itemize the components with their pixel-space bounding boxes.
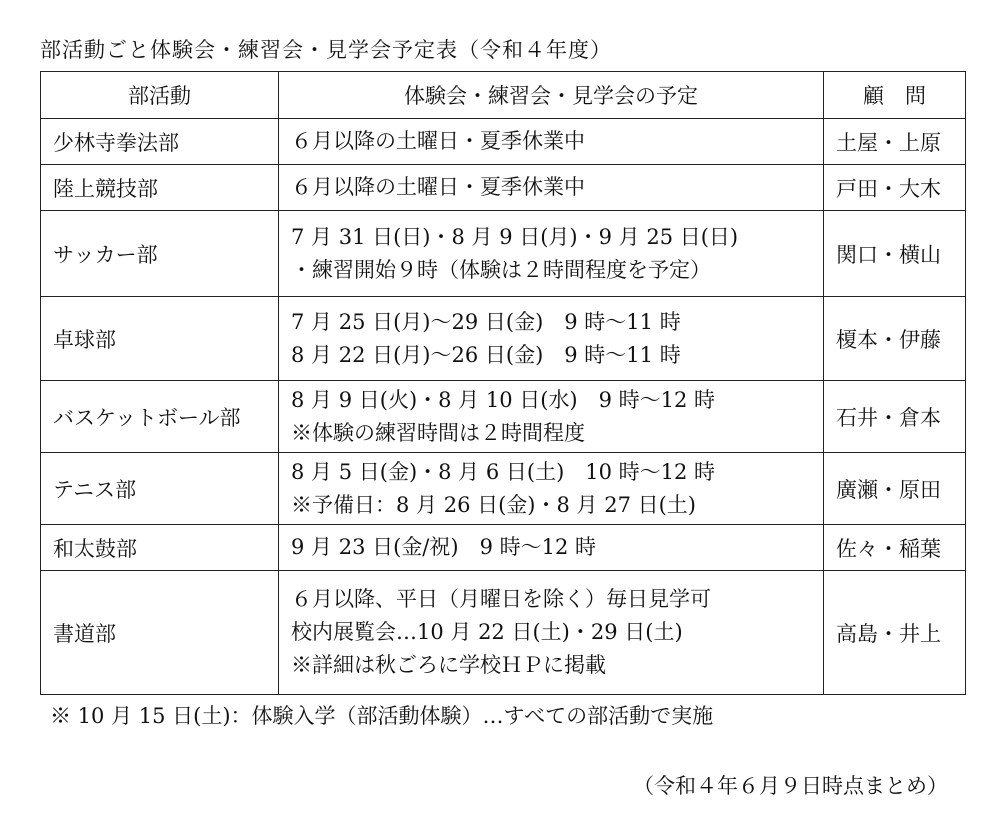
schedule-cell: [279, 381, 824, 453]
club-name: 陸上競技部: [41, 165, 279, 211]
table-header-row: [41, 72, 966, 119]
schedule-line: ６月以降、平日（月曜日を除く）毎日見学可: [291, 587, 711, 611]
table-row: [41, 119, 966, 165]
schedule-line: 8 月 5 日(金)・8 月 6 日(土) 10 時～12 時: [291, 459, 716, 484]
header-schedule: 体験会・練習会・見学会の予定: [279, 72, 824, 119]
table-row: [41, 453, 966, 525]
schedule-line: ６月以降の土曜日・夏季休業中: [291, 129, 585, 153]
advisor-names: 榎本・伊藤: [824, 297, 966, 381]
advisor-names: 廣瀬・原田: [824, 453, 966, 525]
club-name: 書道部: [41, 571, 279, 695]
advisor-names: 高島・井上: [824, 571, 966, 695]
schedule-line: ※詳細は秋ごろに学校ＨＰに掲載: [291, 653, 606, 677]
schedule-line: 7 月 31 日(日)・8 月 9 日(月)・9 月 25 日(日): [291, 224, 739, 249]
club-name: サッカー部: [41, 211, 279, 297]
table-row: [41, 571, 966, 695]
schedule-table: [40, 71, 966, 695]
schedule-cell: [279, 119, 824, 165]
document-title: 部活動ごと体験会・練習会・見学会予定表（令和４年度）: [40, 38, 612, 62]
table-row: [41, 381, 966, 453]
schedule-line: ※体験の練習時間は２時間程度: [291, 420, 585, 445]
table-row: [41, 525, 966, 571]
header-advisors: 顧 問: [824, 72, 966, 119]
table-row: [41, 211, 966, 297]
schedule-line: ・練習開始９時（体験は２時間程度を予定）: [291, 257, 711, 282]
schedule-line: ６月以降の土曜日・夏季休業中: [291, 175, 585, 199]
schedule-cell: [279, 165, 824, 211]
schedule-line: 9 月 23 日(金/祝) 9 時～12 時: [291, 535, 597, 559]
table-row: [41, 297, 966, 381]
schedule-cell: [279, 453, 824, 525]
club-name: 和太鼓部: [41, 525, 279, 571]
club-name: 少林寺拳法部: [41, 119, 279, 165]
schedule-cell: [279, 211, 824, 297]
schedule-cell: [279, 297, 824, 381]
club-name: 卓球部: [41, 297, 279, 381]
advisor-names: 石井・倉本: [824, 381, 966, 453]
schedule-cell: [279, 525, 824, 571]
schedule-line: ※予備日：8 月 26 日(金)・8 月 27 日(土): [291, 492, 696, 517]
as-of-date: （令和４年６月９日時点まとめ）: [633, 774, 948, 798]
advisor-names: 佐々・稲葉: [824, 525, 966, 571]
club-name: テニス部: [41, 453, 279, 525]
footnote: ※ 10 月 15 日(土)：体験入学（部活動体験）…すべての部活動で実施: [50, 704, 714, 728]
advisor-names: 土屋・上原: [824, 119, 966, 165]
advisor-names: 関口・横山: [824, 211, 966, 297]
schedule-line: 8 月 9 日(火)・8 月 10 日(水) 9 時～12 時: [291, 387, 716, 412]
schedule-cell: [279, 571, 824, 695]
schedule-line: 校内展覧会…10 月 22 日(土)・29 日(土): [291, 620, 683, 644]
schedule-line: 8 月 22 日(月)～26 日(金) 9 時～11 時: [291, 342, 681, 367]
club-name: バスケットボール部: [41, 381, 279, 453]
table-row: [41, 165, 966, 211]
header-club: 部活動: [41, 72, 279, 119]
schedule-line: 7 月 25 日(月)～29 日(金) 9 時～11 時: [291, 309, 681, 334]
advisor-names: 戸田・大木: [824, 165, 966, 211]
